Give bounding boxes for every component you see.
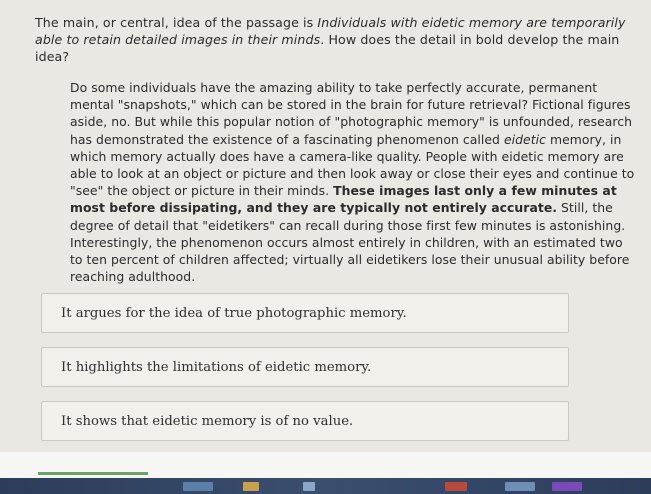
question-lead: The main, or central, idea of the passage is	[35, 15, 318, 30]
answer-choice-3[interactable]	[41, 401, 569, 441]
question-main-idea: Individuals with eidetic memory are temporarily able to retain detailed images in their minds	[35, 15, 626, 47]
taskbar-app-icon[interactable]	[552, 482, 582, 491]
progress-indicator	[38, 472, 148, 475]
passage-text-3: Still, the degree of detail that "eidetikers" can recall during those first few minutes is astonishing. Interestingly, the phenomenon occurs almost entirely in children, with an estimated two to ten percent of children affected; virtually all eidetikers lose their unusual ability before reaching adulthood.	[70, 200, 630, 285]
taskbar-app-icon[interactable]	[303, 482, 315, 491]
reading-passage	[70, 79, 638, 285]
passage-text-1: Do some individuals have the amazing ability to take perfectly accurate, permanent mental "snapshots," which can be stored in the brain for future retrieval? Fictional figures aside, no. But while this popular notion of "photographic memory" is unfounded, research has demonstrated the existence of a fascinating phenomenon called	[70, 80, 633, 147]
taskbar-app-icon[interactable]	[445, 482, 467, 491]
answer-choice-2[interactable]	[41, 347, 569, 387]
question-tail: . How does the detail in bold develop the main idea?	[35, 32, 620, 64]
taskbar-app-icon[interactable]	[243, 482, 259, 491]
answer-choice-3-label: It shows that eidetic memory is of no value.	[61, 413, 354, 429]
answer-choice-1-label: It argues for the idea of true photographic memory.	[61, 305, 407, 321]
taskbar-app-icon[interactable]	[183, 482, 213, 491]
passage-bold-detail: These images last only a few minutes at most before dissipating, and they are typically not entirely accurate.	[70, 183, 617, 216]
answer-choice-2-label: It highlights the limitations of eidetic memory.	[61, 359, 372, 375]
passage-term-eidetic: eidetic	[503, 131, 546, 147]
taskbar-app-icon[interactable]	[505, 482, 535, 491]
question-prompt	[35, 14, 637, 65]
answer-choice-1[interactable]	[41, 293, 569, 333]
passage-text-2: memory, in which memory actually does have a camera-like quality. People with eidetic memory are able to look at an object or picture and then look away or close their eyes and continue to "see" the object or picture in their minds.	[70, 131, 635, 199]
